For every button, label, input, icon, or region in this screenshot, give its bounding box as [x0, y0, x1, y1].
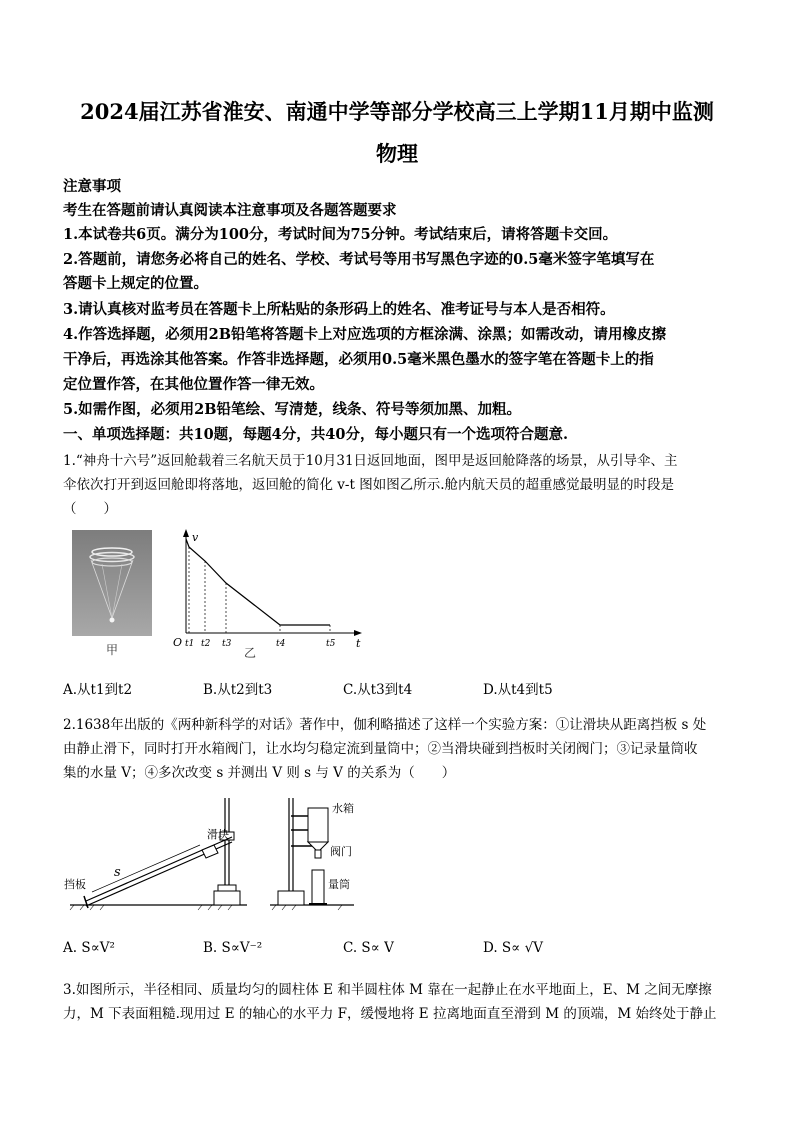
tick-label: t3	[222, 639, 232, 649]
notice-heading: 注意事项	[63, 178, 121, 195]
capsule-parachute-photo	[72, 530, 152, 660]
tank-label: 水箱	[332, 802, 354, 815]
page-title: 2024届江苏省淮安、南通中学等部分学校高三上学期11月期中监测	[80, 99, 714, 124]
notice-item: 1.本试卷共6页。满分为100分，考试时间为75分钟。考试结束后，请将答题卡交回。	[63, 226, 618, 243]
notice-item: 4.作答选择题，必须用2B铅笔将答题卡上对应选项的方框涂满、涂黑；如需改动，请用橡皮擦	[63, 326, 666, 343]
valve-label: 阀门	[330, 845, 352, 858]
notice-item: 答题卡上规定的位置。	[63, 275, 208, 292]
baffle-label: 挡板	[64, 878, 86, 891]
cylinder-label: 量筒	[328, 878, 350, 891]
tick-label: t5	[326, 639, 336, 649]
slider-label: 滑块	[207, 828, 229, 841]
t-axis-label: t	[356, 637, 361, 650]
section-heading: 一、单项选择题：共10题，每题4分，共40分，每小题只有一个选项符合题意.	[63, 426, 568, 443]
tick-label: t2	[201, 639, 211, 649]
q2-option-a: A. S∝V²	[63, 940, 115, 956]
notice-item: 干净后，再选涂其他答案。作答非选择题，必须用0.5毫米黑色墨水的签字笔在答题卡上的指	[63, 351, 654, 368]
notice-item: 2.答题前，请您务必将自己的姓名、学校、考试号等用书写黑色字迹的0.5毫米签字笔填写在	[63, 251, 655, 268]
q1-option-a: A.从t1到t2	[63, 682, 133, 698]
q2-option-b: B. S∝V⁻²	[203, 940, 263, 956]
v-axis-arrow	[183, 529, 189, 537]
q1-option-c: C.从t3到t4	[343, 682, 413, 698]
vt-curve	[186, 539, 330, 625]
notice-item: 5.如需作图，必须用2B铅笔绘、写清楚，线条、符号等须加黑、加粗。	[63, 401, 521, 418]
page-subtitle: 物理	[376, 141, 418, 166]
origin-label: O	[173, 636, 183, 649]
tick-label: t4	[276, 639, 286, 649]
notice-item: 定位置作答，在其他位置作答一律无效。	[63, 376, 324, 393]
q2-option-d: D. S∝ √V	[483, 940, 543, 956]
v-axis-label: v	[192, 531, 199, 544]
s-label: s	[114, 865, 121, 880]
q2-text-line3: 集的水量 V；④多次改变 s 并测出 V 则 s 与 V 的关系为（ ）	[63, 765, 456, 781]
q1-text-line2: 伞依次打开到返回舱即将落地，返回舱的简化 v-t 图如图乙所示.舱内航天员的超重感觉最明显的时段是	[63, 477, 674, 493]
t-axis-arrow	[354, 630, 362, 636]
q1-answer-paren: （ ）	[63, 501, 117, 517]
vt-graph	[170, 527, 370, 660]
galileo-apparatus-figure	[62, 790, 362, 915]
q2-text-line2: 由静止滑下，同时打开水箱阀门，让水均匀稳定流到量筒中；②当滑块碰到挡板时关闭阀门；③记录量筒收	[63, 741, 698, 757]
tick-label: t1	[185, 639, 195, 649]
fig-a-label: 甲	[106, 643, 119, 657]
q3-text-line1: 3.如图所示，半径相同、质量均匀的圆柱体 E 和半圆柱体 M 靠在一起静止在水平地面上，E、M 之间无摩擦	[63, 982, 712, 998]
q1-option-b: B.从t2到t3	[203, 682, 273, 698]
fig-b-label: 乙	[244, 646, 257, 660]
notice-item: 3.请认真核对监考员在答题卡上所粘贴的条形码上的姓名、准考证号与本人是否相符。	[63, 301, 615, 318]
q1-option-d: D.从t4到t5	[483, 682, 553, 698]
q3-text-line2: 力，M 下表面粗糙.现用过 E 的轴心的水平力 F，缓慢地将 E 拉离地面直至滑到 M 的顶端，M 始终处于静止	[63, 1006, 717, 1022]
q2-option-c: C. S∝ V	[343, 940, 394, 956]
notice-intro: 考生在答题前请认真阅读本注意事项及各题答题要求	[63, 202, 397, 219]
q2-text-line1: 2.1638年出版的《两种新科学的对话》著作中，伽利略描述了这样一个实验方案：①让滑块从距离挡板 s 处	[63, 717, 707, 733]
q1-text-line1: 1.“神舟十六号”返回舱载着三名航天员于10月31日返回地面，图甲是返回舱降落的场景，从引导伞、主	[63, 453, 678, 469]
